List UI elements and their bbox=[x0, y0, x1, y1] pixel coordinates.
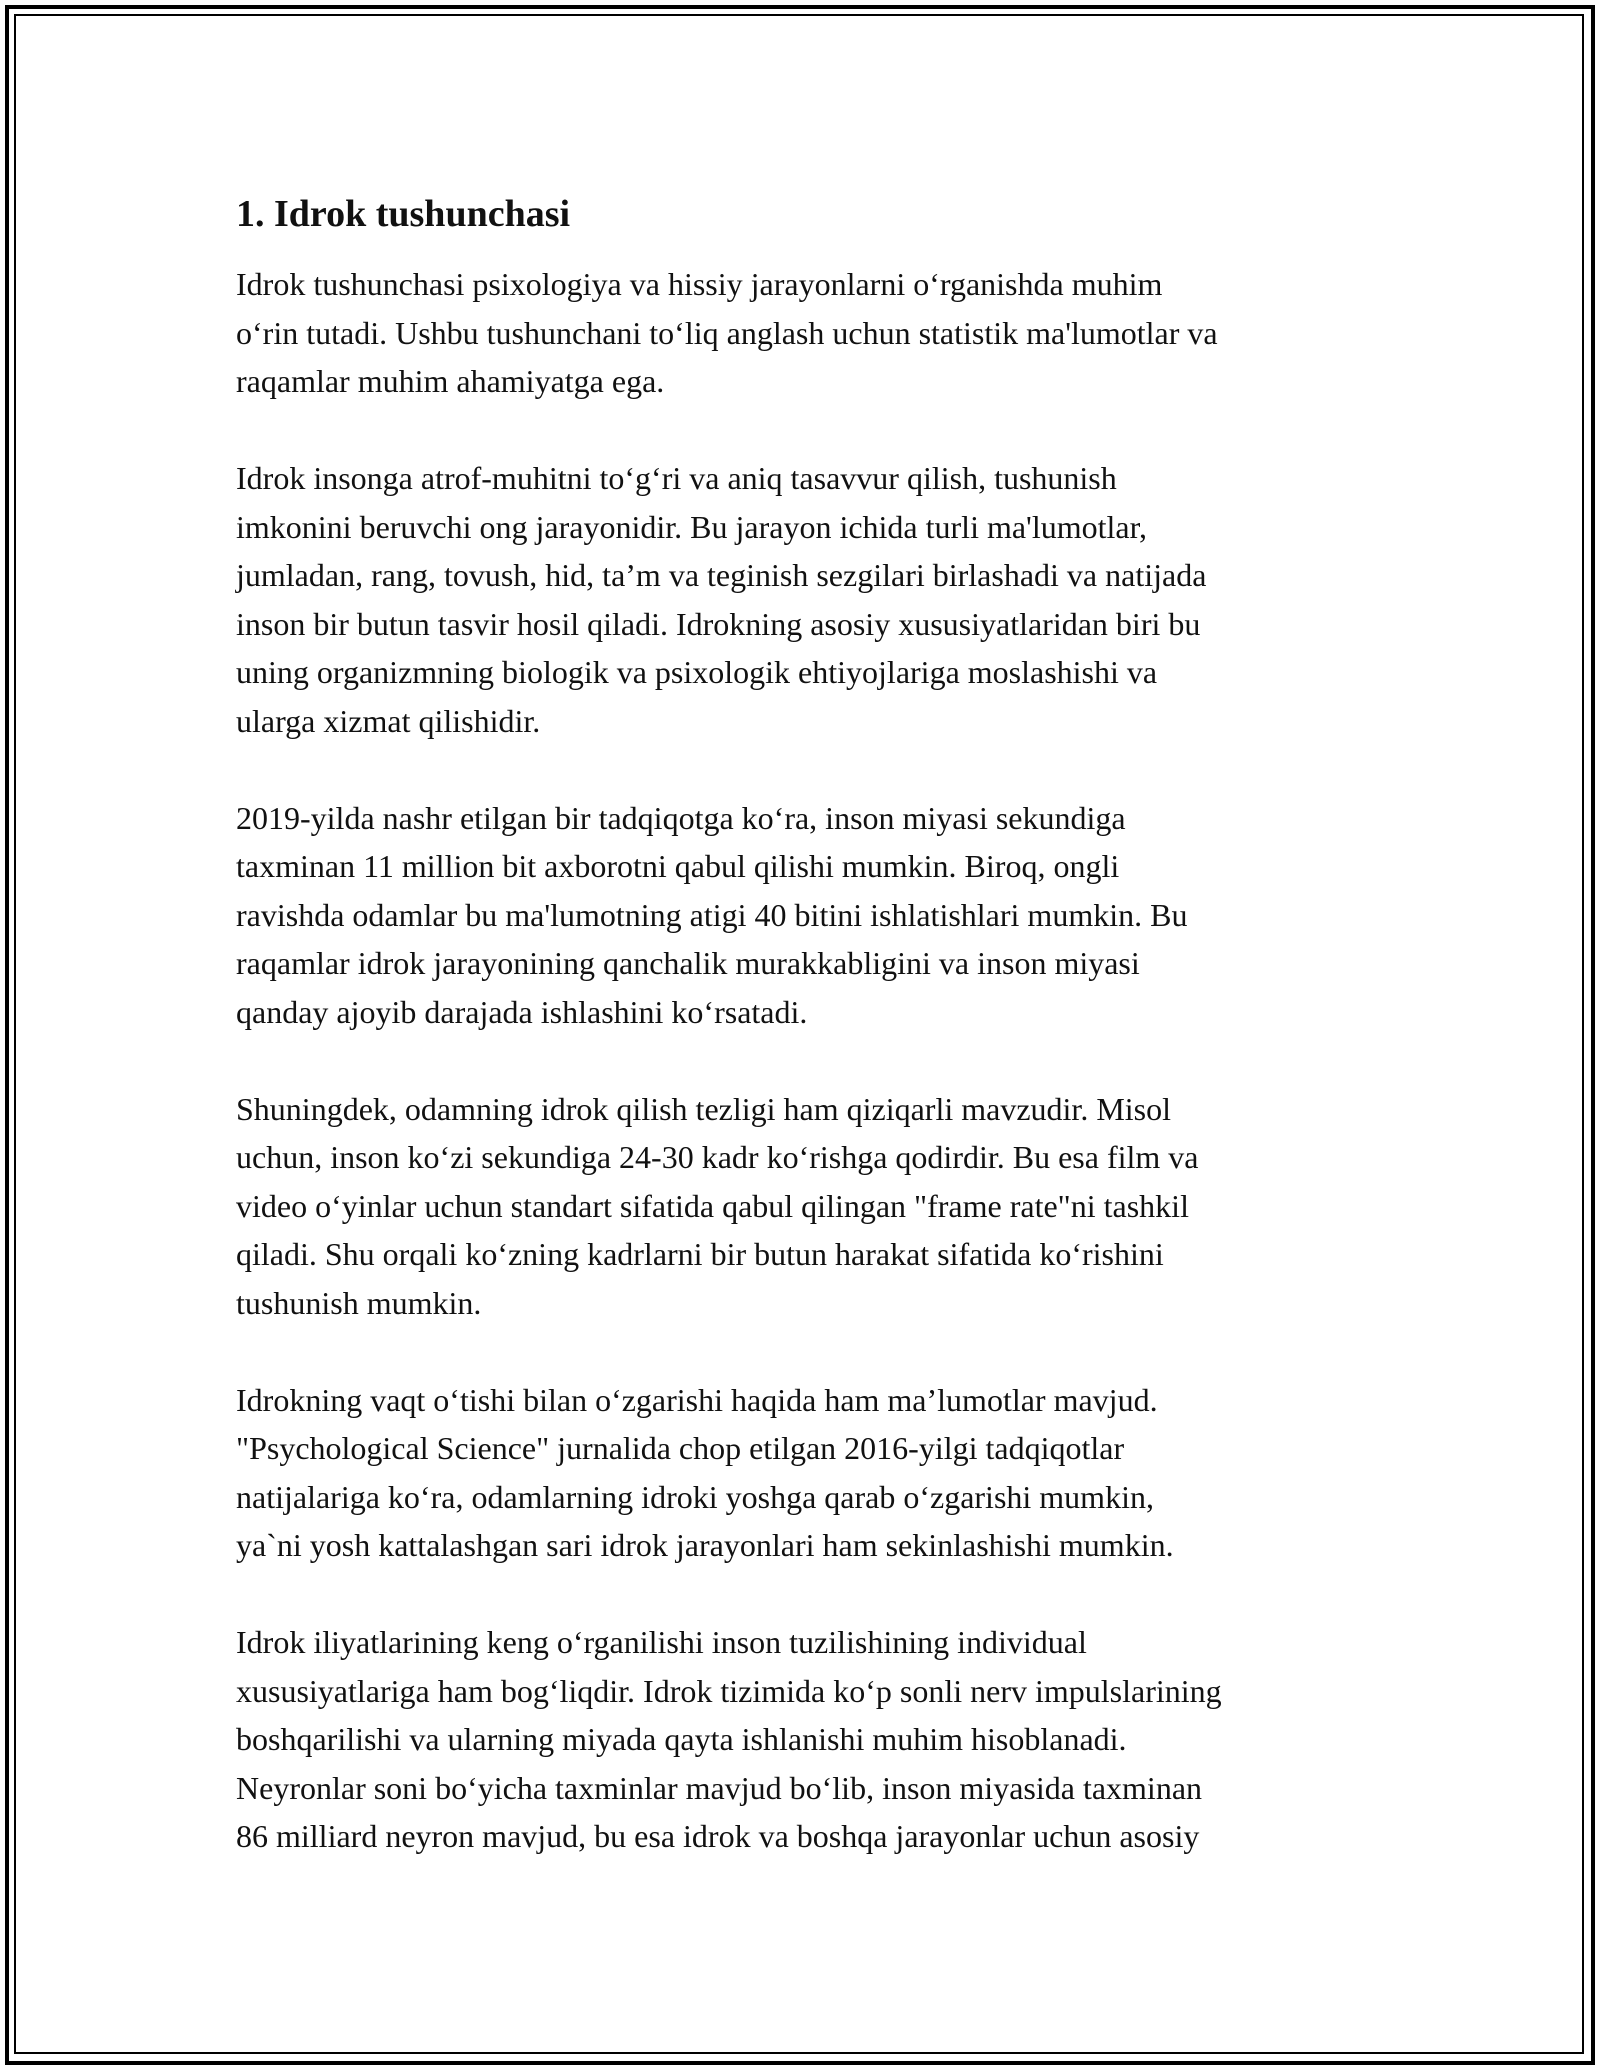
text-line: "Psychological Science" jurnalida chop etilgan 2016-yilgi tadqiqotlar bbox=[236, 1430, 1125, 1466]
text-line: qanday ajoyib darajada ishlashini koʻrsatadi. bbox=[236, 993, 808, 1030]
text-line: ularga xizmat qilishidir. bbox=[236, 702, 541, 739]
text-line: 2019-yilda nashr etilgan bir tadqiqotga koʻra, inson miyasi sekundiga bbox=[236, 799, 1126, 836]
text-line: ya`ni yosh kattalashgan sari idrok jarayonlari ham sekinlashishi mumkin. bbox=[236, 1527, 1174, 1563]
text-line: Idrok iliyatlarining keng oʻrganilishi inson tuzilishining individual bbox=[236, 1624, 1087, 1660]
text-line: taxminan 11 million bit axborotni qabul qilishi mumkin. Biroq, ongli bbox=[236, 848, 1120, 884]
section-heading: 1. Idrok tushunchasi bbox=[236, 193, 571, 235]
paragraph-3 bbox=[236, 794, 1396, 1037]
text-line: 86 milliard neyron mavjud, bu esa idrok va boshqa jarayonlar uchun asosiy bbox=[236, 1818, 1200, 1854]
text-line: Shuningdek, odamning idrok qilish tezligi ham qiziqarli mavzudir. Misol bbox=[236, 1090, 1171, 1127]
text-line: boshqarilishi va ularning miyada qayta ishlanishi muhim hisoblanadi. bbox=[236, 1721, 1127, 1757]
text-line: oʻrin tutadi. Ushbu tushunchani toʻliq anglash uchun statistik ma'lumotlar va bbox=[236, 314, 1218, 351]
text-line: uchun, inson koʻzi sekundiga 24-30 kadr koʻrishga qodirdir. Bu esa film va bbox=[236, 1139, 1199, 1175]
paragraph-6 bbox=[236, 1618, 1396, 1861]
text-line: imkonini beruvchi ong jarayonidir. Bu jarayon ichida turli ma'lumotlar, bbox=[236, 508, 1147, 545]
text-line: Idrok insonga atrof-muhitni toʻgʻri va aniq tasavvur qilish, tushunish bbox=[236, 460, 1117, 496]
document-body bbox=[236, 190, 1396, 1909]
text-line: Idrokning vaqt oʻtishi bilan oʻzgarishi haqida ham maʼlumotlar mavjud. bbox=[236, 1381, 1158, 1418]
text-line: qiladi. Shu orqali koʻzning kadrlarni bir butun harakat sifatida koʻrishini bbox=[236, 1236, 1164, 1272]
text-line: video oʻyinlar uchun standart sifatida qabul qilingan "frame rate"ni tashkil bbox=[236, 1187, 1189, 1224]
text-line: inson bir butun tasvir hosil qiladi. Idrokning asosiy xususiyatlaridan biri bu bbox=[236, 605, 1201, 642]
text-line: natijalariga koʻra, odamlarning idroki yoshga qarab oʻzgarishi mumkin, bbox=[236, 1478, 1154, 1515]
text-line: ravishda odamlar bu ma'lumotning atigi 40 bitini ishlatishlari mumkin. Bu bbox=[236, 896, 1188, 933]
paragraph-2 bbox=[236, 454, 1396, 745]
text-line: Neyronlar soni boʻyicha taxminlar mavjud boʻlib, inson miyasida taxminan bbox=[236, 1769, 1203, 1806]
paragraph-5 bbox=[236, 1376, 1396, 1570]
text-line: raqamlar muhim ahamiyatga ega. bbox=[236, 363, 665, 399]
text-line: tushunish mumkin. bbox=[236, 1284, 482, 1321]
text-line: Idrok tushunchasi psixologiya va hissiy jarayonlarni oʻrganishda muhim bbox=[236, 266, 1163, 302]
paragraph-4 bbox=[236, 1085, 1396, 1328]
text-line: jumladan, rang, tovush, hid, taʼm va teginish sezgilari birlashadi va natijada bbox=[236, 557, 1207, 593]
text-line: uning organizmning biologik va psixologik ehtiyojlariga moslashishi va bbox=[236, 654, 1158, 690]
paragraph-1 bbox=[236, 260, 1396, 406]
text-line: raqamlar idrok jarayonining qanchalik murakkabligini va inson miyasi bbox=[236, 945, 1140, 981]
text-line: xususiyatlariga ham bogʻliqdir. Idrok tizimida koʻp sonli nerv impulslarining bbox=[236, 1672, 1222, 1709]
